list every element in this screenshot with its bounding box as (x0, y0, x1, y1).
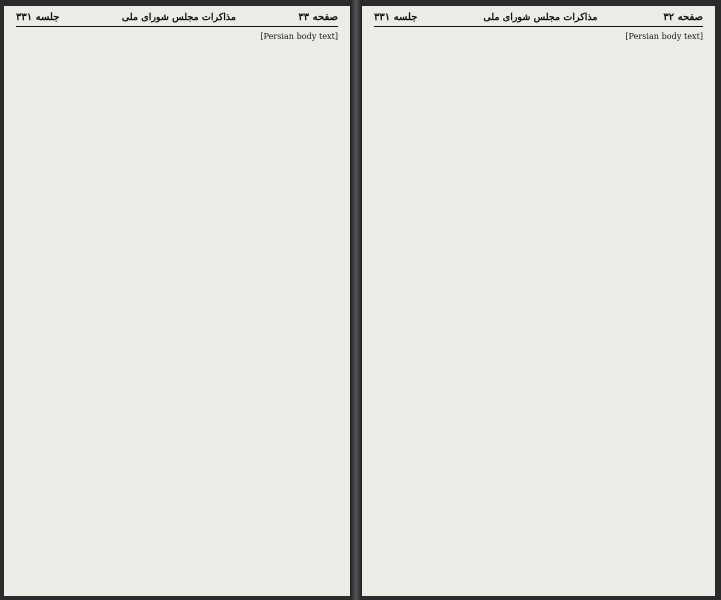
left-page-number: صفحه ۳۳ (298, 12, 338, 23)
left-page-body (16, 31, 338, 43)
right-page-body (374, 31, 703, 43)
left-page-running-title: مذاکرات مجلس شورای ملی (121, 12, 236, 23)
left-page-header (16, 12, 338, 27)
right-page-session: جلسه ۳۳۱ (374, 12, 418, 23)
left-page-session: جلسه ۳۳۱ (16, 12, 60, 23)
left-page (4, 6, 350, 596)
right-page (362, 6, 715, 596)
right-page-header (374, 12, 703, 27)
book-gutter (350, 0, 362, 600)
left-page-paragraph: [Persian body text] (260, 31, 338, 41)
right-page-running-title: مذاکرات مجلس شورای ملی (483, 12, 598, 23)
right-page-paragraph: [Persian body text] (625, 31, 703, 41)
right-page-number: صفحه ۳۲ (663, 12, 703, 23)
